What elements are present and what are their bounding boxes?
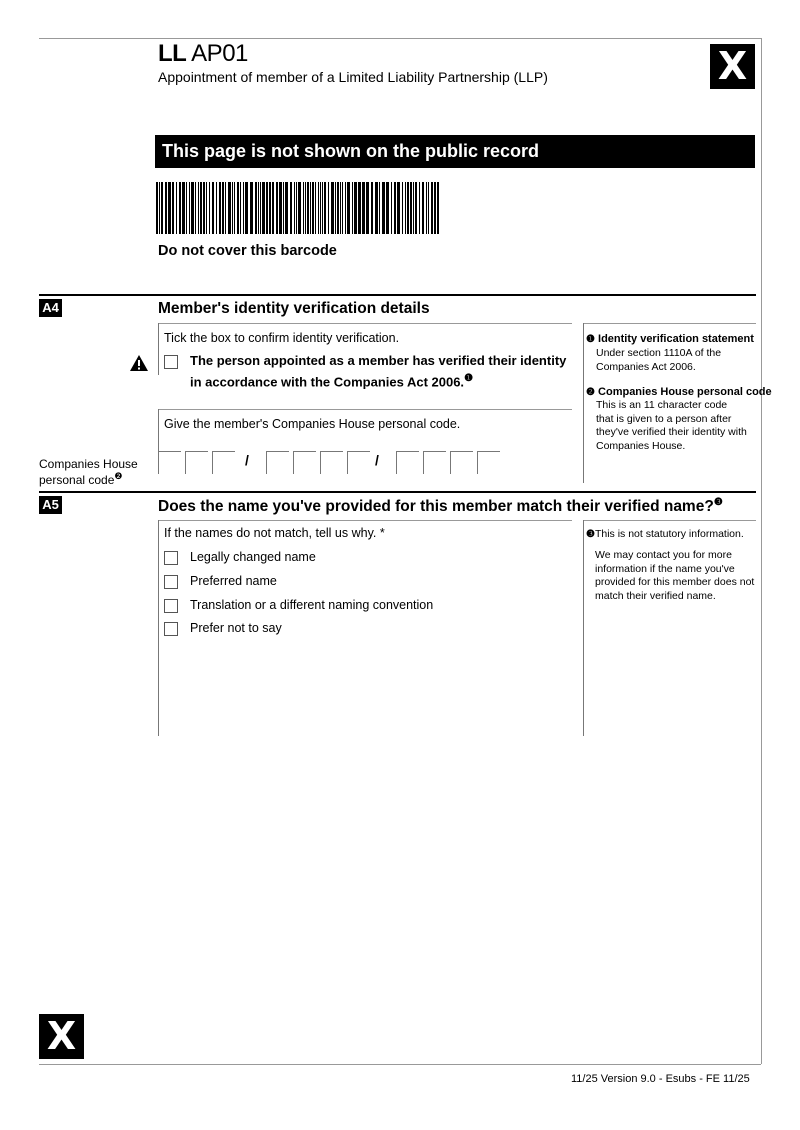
section-a5-rule [39, 491, 756, 493]
note-2-body-line: they've verified their identity with [596, 426, 747, 438]
a4-instruction: Tick the box to confirm identity verification. [164, 331, 400, 345]
option-prefer-not-checkbox[interactable] [164, 622, 178, 636]
footer-version: 11/25 Version 9.0 - Esubs - FE 11/25 [571, 1073, 750, 1085]
note-3-number: ❸ [586, 529, 595, 540]
note-2-body [596, 399, 747, 453]
identity-statement-text: The person appointed as a member has verified their identity in accordance with the Companies Act 2006. [190, 353, 567, 390]
barcode-icon [156, 182, 442, 234]
personal-code-label-line2 [39, 470, 138, 486]
personal-code-char-box[interactable] [477, 451, 500, 474]
note-2-ref: ❷ [114, 471, 123, 481]
identity-verified-checkbox[interactable] [164, 355, 178, 369]
note-1-body [596, 347, 721, 374]
note-1-ref: ❶ [464, 373, 474, 384]
x-mark-top: X [710, 44, 755, 89]
section-a5-title-text: Does the name you've provided for this member match their verified name? [158, 498, 714, 516]
a4-notes-top-line [583, 323, 756, 324]
personal-code-char-box[interactable] [293, 451, 316, 474]
a5-box-top-line [158, 520, 572, 521]
option-prefer-not-label: Prefer not to say [190, 621, 282, 635]
a5-box-left-line [158, 520, 159, 736]
personal-code-label-text: personal code [39, 473, 115, 487]
note-2-heading [586, 386, 772, 398]
personal-code-char-box[interactable] [185, 451, 208, 474]
not-public-banner: This page is not shown on the public record [155, 135, 755, 168]
personal-code-char-box[interactable] [158, 451, 181, 474]
warning-icon [129, 354, 149, 372]
form-code [158, 40, 248, 68]
a5-notes-top-line [583, 520, 756, 521]
frame-right-line [761, 38, 762, 1064]
option-legally-changed-checkbox[interactable] [164, 551, 178, 565]
note-2-body-line: This is an 11 character code [596, 399, 728, 411]
note-3-body-line: We may contact you for more [595, 549, 732, 561]
a4-box-left-line [158, 323, 159, 375]
note-1-heading [586, 333, 754, 345]
note-3-heading-text: This is not statutory information. [594, 528, 744, 540]
personal-code-char-box[interactable] [320, 451, 343, 474]
option-preferred-name-label: Preferred name [190, 574, 277, 588]
personal-code-char-box[interactable] [347, 451, 370, 474]
code-separator-1: / [245, 452, 249, 468]
a4-notes-left-line [583, 323, 584, 483]
form-code-prefix: LL [158, 40, 187, 67]
personal-code-label-line1: Companies House [39, 457, 138, 471]
identity-statement [190, 352, 570, 391]
note-1-heading-text: Identity verification statement [598, 333, 754, 345]
a4-code-box-left-line [158, 409, 159, 451]
note-1-body-line: Companies Act 2006. [596, 360, 696, 373]
option-legally-changed-label: Legally changed name [190, 550, 316, 564]
note-3-body [595, 549, 754, 603]
a4-code-box-top-line [158, 409, 572, 410]
note-2-number: ❷ [586, 387, 595, 398]
section-a4-tag: A4 [39, 299, 62, 317]
note-3-body-line: provided for this member does not [595, 576, 755, 588]
option-translation-label: Translation or a different naming convention [190, 598, 434, 612]
option-preferred-name-checkbox[interactable] [164, 575, 178, 589]
frame-bottom-line [39, 1064, 761, 1065]
frame-top-line [39, 38, 761, 39]
note-1-body-line: Under section 1110A of the [596, 347, 722, 359]
personal-code-char-box[interactable] [423, 451, 446, 474]
section-a4-rule [39, 294, 756, 296]
x-mark-bottom: X [39, 1014, 84, 1059]
note-1-number: ❶ [586, 334, 595, 345]
a5-instruction: If the names do not match, tell us why. * [164, 526, 385, 540]
code-separator-2: / [375, 452, 379, 468]
a5-notes-left-line [583, 520, 584, 736]
section-a5-tag: A5 [39, 496, 62, 514]
note-2-heading-text: Companies House personal code [598, 386, 772, 398]
a4-box-top-line [158, 323, 572, 324]
section-a5-title [158, 497, 723, 516]
code-instruction: Give the member's Companies House personal code. [164, 417, 461, 431]
note-2-body-line: Companies House. [596, 439, 686, 452]
personal-code-char-box[interactable] [450, 451, 473, 474]
note-3-body-line: match their verified name. [595, 589, 716, 602]
personal-code-label [39, 458, 138, 486]
note-3-ref: ❸ [713, 497, 723, 508]
form-code-number: AP01 [191, 40, 248, 67]
personal-code-char-box[interactable] [396, 451, 419, 474]
note-3-body-line: information if the name you've [595, 562, 735, 575]
section-a4-title: Member's identity verification details [158, 300, 430, 317]
barcode-note: Do not cover this barcode [158, 243, 337, 259]
personal-code-char-box[interactable] [212, 451, 235, 474]
note-3-heading [586, 528, 744, 542]
note-2-body-line: that is given to a person after [596, 412, 732, 425]
option-translation-checkbox[interactable] [164, 599, 178, 613]
personal-code-char-box[interactable] [266, 451, 289, 474]
form-title: Appointment of member of a Limited Liability Partnership (LLP) [158, 69, 548, 85]
